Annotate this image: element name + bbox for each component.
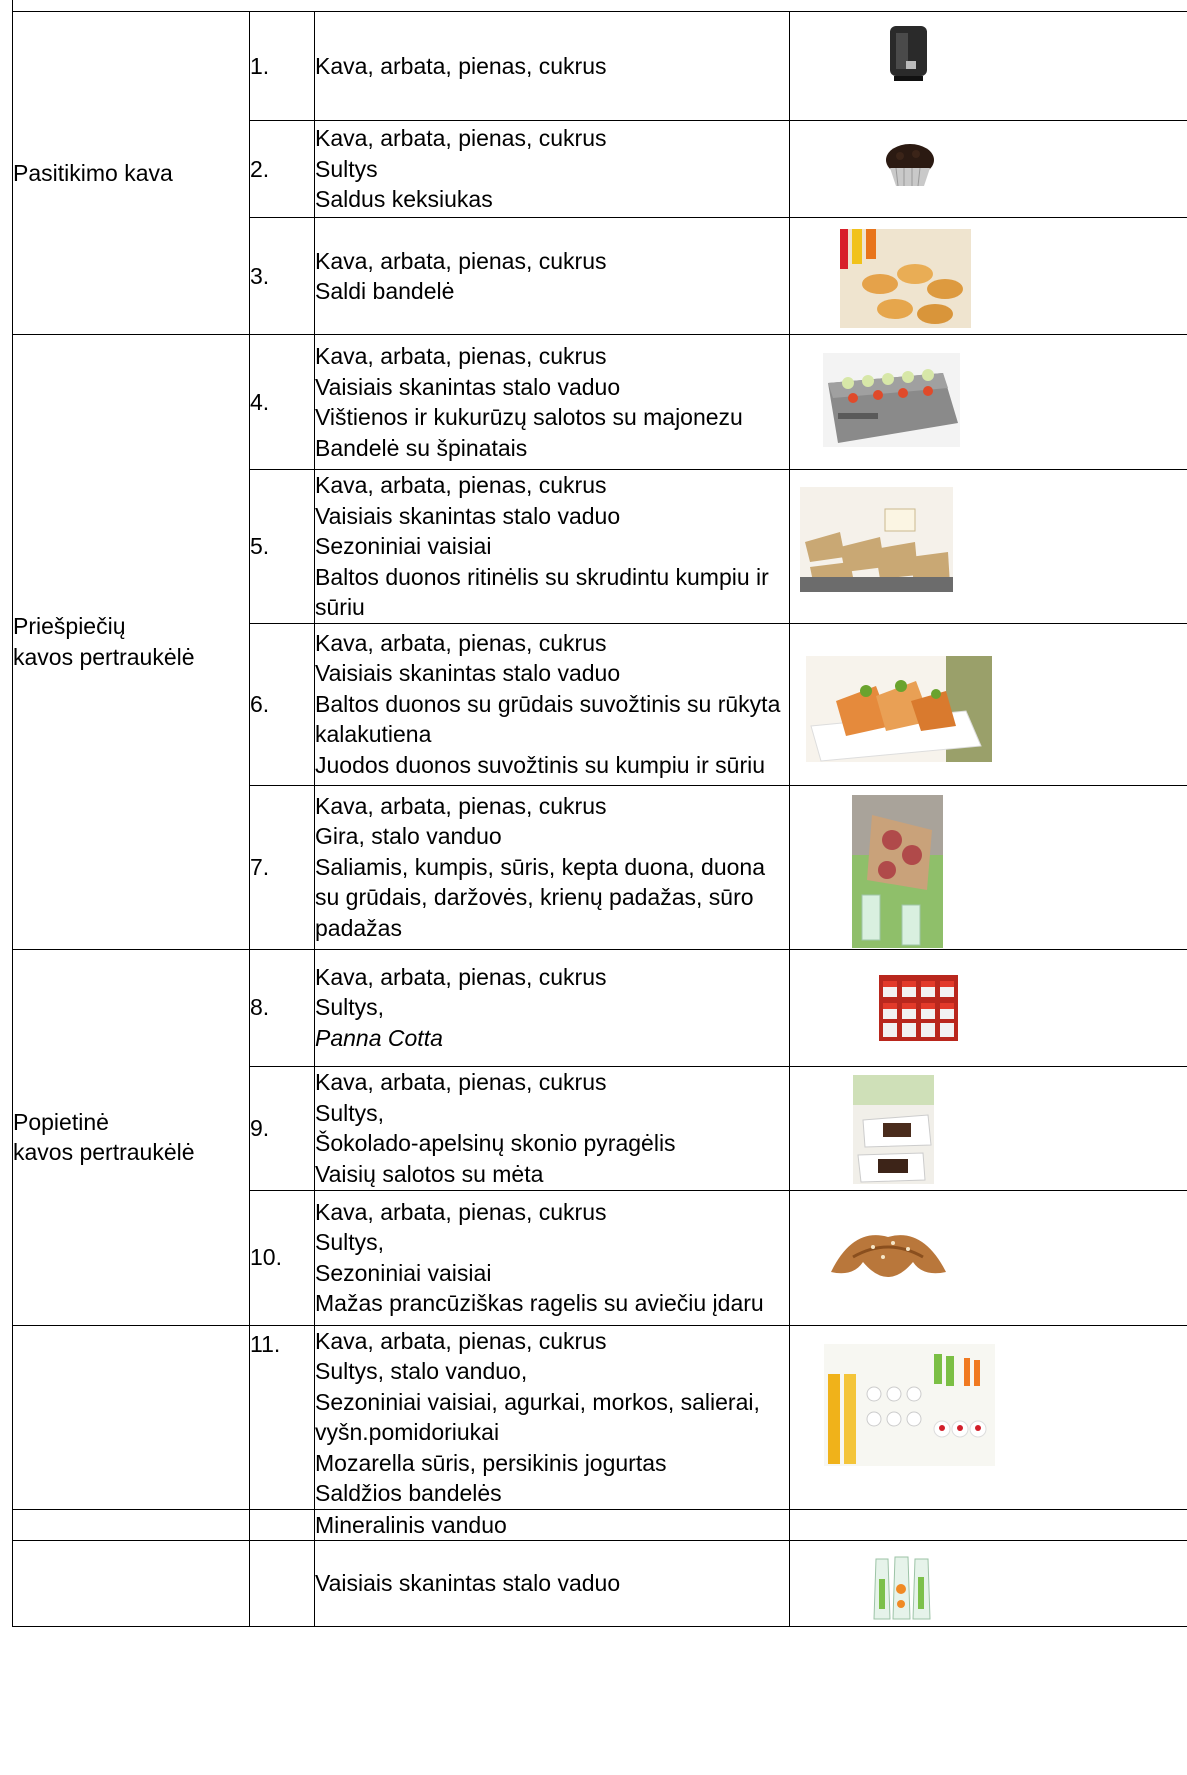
- item-number: 4.: [250, 335, 315, 470]
- infused-water-carafes-photo: [870, 1549, 937, 1621]
- item-photo-cell: [790, 1325, 1187, 1509]
- item-number: 1.: [250, 12, 315, 121]
- item-number: 10.: [250, 1190, 315, 1325]
- table-row: [13, 335, 1187, 470]
- sandwich-platter-photo: [806, 656, 992, 762]
- muffin-photo: [882, 142, 938, 190]
- category-cell: [13, 1325, 250, 1509]
- category-label: kavos pertraukėlė: [13, 1139, 195, 1165]
- sweet-pastries-photo: [840, 229, 971, 328]
- category-label: Pasitikimo kava: [13, 159, 173, 186]
- item-number: [250, 1541, 315, 1627]
- item-description: Mineralinis vanduo: [315, 1509, 790, 1541]
- item-number: 6.: [250, 623, 315, 785]
- item-photo-cell: [790, 1190, 1187, 1325]
- item-number: 8.: [250, 949, 315, 1066]
- item-photo-cell: [790, 335, 1187, 470]
- item-photo-cell: [790, 785, 1187, 949]
- item-description: Kava, arbata, pienas, cukrus Vaisiais skanintas stalo vaduo Sezoniniai vaisiai Baltos duonos ritinėlis su skrudintu kumpiu ir sūriu: [315, 470, 790, 624]
- item-photo-cell: [790, 218, 1187, 335]
- item-description: Kava, arbata, pienas, cukrus Sultys, Panna Cotta: [315, 949, 790, 1066]
- item-description: Kava, arbata, pienas, cukrus Vaisiais skanintas stalo vaduo Vištienos ir kukurūzų salotos su majonezu Bandelė su špinatais: [315, 335, 790, 470]
- panna-cotta-cups-photo: [879, 975, 958, 1041]
- item-photo-cell: [790, 623, 1187, 785]
- chocolate-cake-plates-photo: [853, 1075, 934, 1184]
- item-photo-cell: [790, 1066, 1187, 1190]
- item-number: [250, 1509, 315, 1541]
- item-number: 7.: [250, 785, 315, 949]
- item-description: Kava, arbata, pienas, cukrus Sultys Saldus keksiukas: [315, 121, 790, 218]
- table-row: [13, 12, 1187, 121]
- table-top-edge: [12, 0, 1187, 11]
- item-photo-cell: [790, 12, 1187, 121]
- item-photo-cell: [790, 121, 1187, 218]
- item-number: 9.: [250, 1066, 315, 1190]
- category-cell: [13, 1541, 250, 1627]
- category-cell: [13, 949, 250, 1325]
- item-number: 2.: [250, 121, 315, 218]
- item-photo-cell: [790, 1541, 1187, 1627]
- item-number: 5.: [250, 470, 315, 624]
- item-description: Vaisiais skanintas stalo vaduo: [315, 1541, 790, 1627]
- category-cell: [13, 12, 250, 335]
- item-photo-cell: [790, 470, 1187, 624]
- wrapped-rolls-photo: [800, 487, 953, 592]
- item-description: Kava, arbata, pienas, cukrus Vaisiais skanintas stalo vaduo Baltos duonos su grūdais suvožtinis su rūkyta kalakutiena Juodos duonos suvožtinis su kumpiu ir sūriu: [315, 623, 790, 785]
- item-description: Kava, arbata, pienas, cukrus Sultys, stalo vanduo, Sezoniniai vaisiai, agurkai, morkos, salierai, vyšn.pomidoriukai Mozarella sūris, persikinis jogurtas Saldžios bandelės: [315, 1325, 790, 1509]
- cold-cuts-board-photo: [852, 795, 943, 948]
- coffee-dispenser-photo: [886, 23, 931, 83]
- item-description: Kava, arbata, pienas, cukrus Sultys, Šokolado-apelsinų skonio pyragėlis Vaisių salotos su mėta: [315, 1066, 790, 1190]
- table-row: [13, 949, 1187, 1066]
- healthy-snack-buffet-photo: [824, 1344, 995, 1466]
- item-description: Kava, arbata, pienas, cukrus: [315, 12, 790, 121]
- coffee-break-menu-table: [12, 11, 1187, 1627]
- category-cell: [13, 335, 250, 950]
- category-label: kavos pertraukėlė: [13, 643, 195, 670]
- item-photo-cell: [790, 949, 1187, 1066]
- item-description: Kava, arbata, pienas, cukrus Gira, stalo vanduo Saliamis, kumpis, sūris, kepta duona, duona su grūdais, daržovės, krienų padažas, sūro padažas: [315, 785, 790, 949]
- table-row: [13, 1325, 1187, 1509]
- category-label: Priešpiečių: [13, 613, 126, 640]
- item-number: 11.: [250, 1325, 315, 1509]
- item-photo-cell: [790, 1509, 1187, 1541]
- table-row: [13, 1541, 1187, 1627]
- croissant-photo: [823, 1217, 954, 1297]
- item-number: 3.: [250, 218, 315, 335]
- category-cell: [13, 1509, 250, 1541]
- item-description: Kava, arbata, pienas, cukrus Saldi bandelė: [315, 218, 790, 335]
- table-row: [13, 1509, 1187, 1541]
- category-label: Popietinė: [13, 1108, 109, 1135]
- salad-cups-tray-photo: [823, 353, 960, 447]
- item-description: Kava, arbata, pienas, cukrus Sultys, Sezoniniai vaisiai Mažas prancūziškas ragelis su aviečiu įdaru: [315, 1190, 790, 1325]
